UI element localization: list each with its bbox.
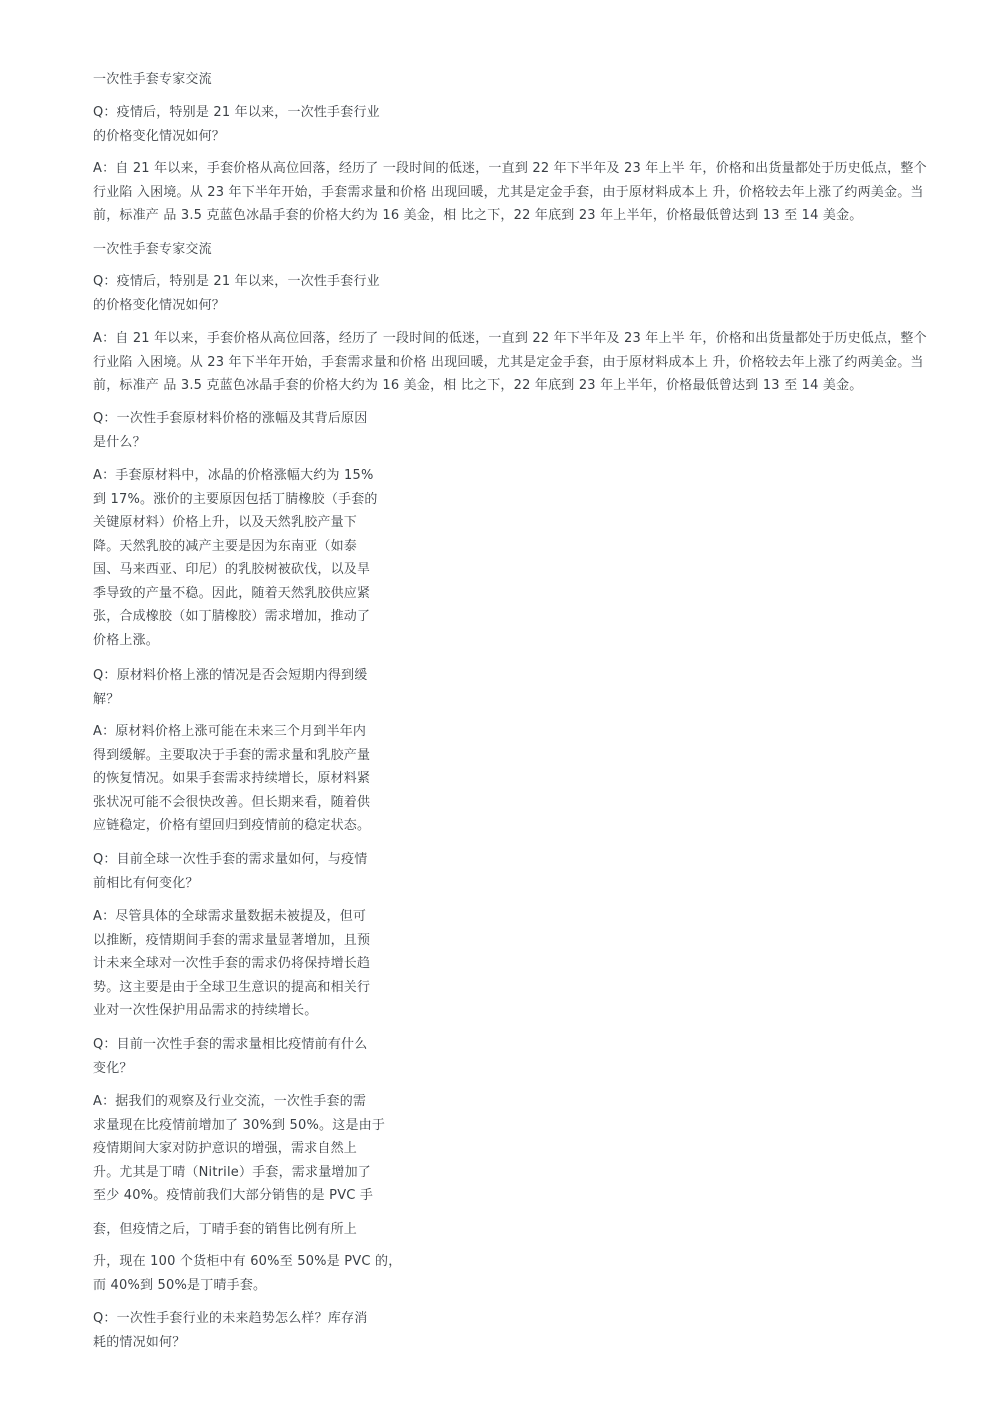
answer-global-demand: A：尽管具体的全球需求量数据未被提及，但可 以推断，疫情期间手套的需求量显著增加，且预 计未来全球对一次性手套的需求仍将保持增长趋 势。这主要是由于全球卫生意识的提高和相关行 业对一次性保护用品需求的持续增长。 (93, 909, 371, 1018)
answer-raw-material: A：手套原材料中，冰晶的价格涨幅大约为 15% 到 17%。涨价的主要原因包括丁腈橡胶（手套的 关键原材料）价格上升，以及天然乳胶产量下 降。天然乳胶的减产主要是因为东南亚（如泰 国、马来西亚、印尼）的乳胶树被砍伐，以及旱 季导致的产量不稳。因此，随着天然乳胶供应紧 张，合成橡胶（如丁腈橡胶）需求增加，推动了 价格上涨。 (93, 468, 378, 648)
question-price-change: Q：疫情后，特别是 21 年以来，一次性手套行业 的价格变化情况如何？ (93, 105, 380, 144)
answer-price-relief: A：原材料价格上涨可能在未来三个月到半年内 得到缓解。主要取决于手套的需求量和乳胶产量 的恢复情况。如果手套需求持续增长，原材料紧 张状况可能不会很快改善。但长期来看，随着供 应链稳定，价格有望回归到疫情前的稳定状态。 (93, 724, 371, 833)
answer-demand-change: A：据我们的观察及行业交流，一次性手套的需 求量现在比疫情前增加了 30%到 50%。这是由于 疫情期间大家对防护意识的增强，需求自然上 升。尤其是丁晴（Nitrile）手套，需求量增加了 至少 40%。疫情前我们大部分销售的是 PVC 手 (93, 1094, 386, 1203)
answer-demand-change-cont1: 套，但疫情之后，丁晴手套的销售比例有所上 (93, 1222, 358, 1237)
question-raw-material: Q：一次性手套原材料价格的涨幅及其背后原因 是什么？ (93, 411, 368, 450)
question-future-trend: Q：一次性手套行业的未来趋势怎么样？库存消 耗的情况如何？ (93, 1311, 368, 1350)
question-global-demand: Q：目前全球一次性手套的需求量如何，与疫情 前相比有何变化？ (93, 852, 368, 891)
answer-price-change-repeat: A：自 21 年以来，手套价格从高位回落，经历了 一段时间的低迷，一直到 22 年下半年及 23 年上半 年，价格和出货量都处于历史低点，整个 行业陷 入困境。从 23 年下半年开始，手套需求量和价格 出现回暖，尤其是定金手套，由于原材料成本上 升，价格较去年上涨了约两美金。当 前，标准产 品 3.5 克蓝色冰晶手套的价格大约为 16 美金，相 比之下，22 年底到 23 年上半年，价格最低曾达到 13 至 14 美金。 (93, 331, 927, 393)
question-price-change-repeat: Q：疫情后，特别是 21 年以来，一次性手套行业 的价格变化情况如何？ (93, 274, 380, 313)
question-price-relief: Q：原材料价格上涨的情况是否会短期内得到缓 解？ (93, 668, 368, 707)
answer-demand-change-cont2: 升，现在 100 个货柜中有 60%至 50%是 PVC 的， 而 40%到 50%是丁晴手套。 (93, 1254, 402, 1293)
question-demand-change: Q：目前一次性手套的需求量相比疫情前有什么 变化？ (93, 1037, 368, 1076)
answer-price-change: A：自 21 年以来，手套价格从高位回落，经历了 一段时间的低迷，一直到 22 年下半年及 23 年上半 年，价格和出货量都处于历史低点，整个 行业陷 入困境。从 23 年下半年开始，手套需求量和价格 出现回暖，尤其是定金手套，由于原材料成本上 升，价格较去年上涨了约两美金。当 前，标准产 品 3.5 克蓝色冰晶手套的价格大约为 16 美金，相 比之下，22 年底到 23 年上半年，价格最低曾达到 13 至 14 美金。 (93, 161, 927, 223)
doc-title: 一次性手套专家交流 (93, 72, 212, 87)
doc-title-repeat: 一次性手套专家交流 (93, 242, 212, 257)
